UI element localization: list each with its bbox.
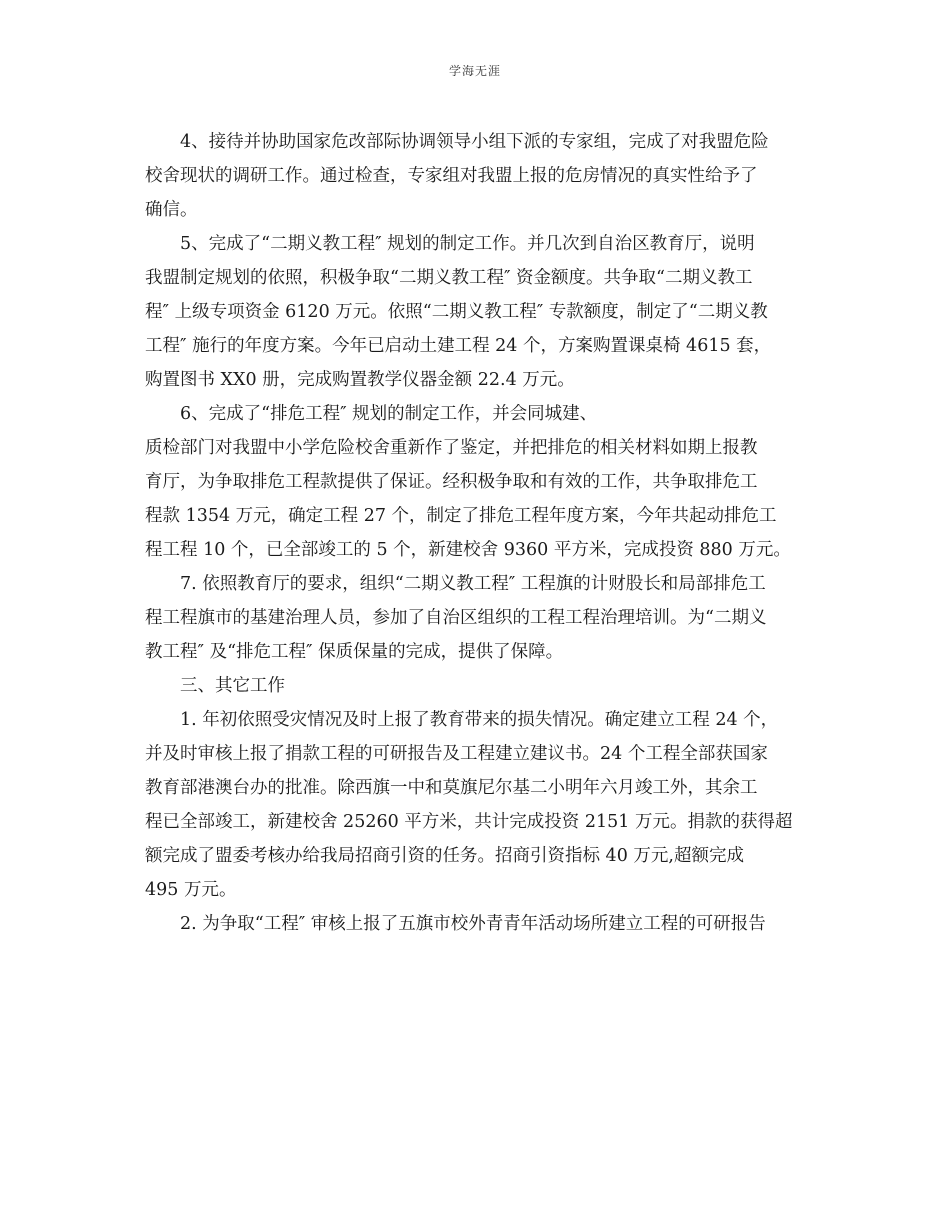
paragraph-first-line: 三、其它工作 <box>180 676 285 696</box>
paragraph-line: 育厅，为争取排危工程款提供了保证。经积极争取和有效的工作，共争取排危工 <box>145 472 758 492</box>
paragraph-line: 程工程旗市的基建治理人员，参加了自治区组织的工程工程治理培训。为“二期义 <box>145 608 767 628</box>
paragraph-first-line: 4、接待并协助国家危改部际协调领导小组下派的专家组，完成了对我盟危险 <box>180 132 769 152</box>
paragraph-first-line: 1. 年初依照受灾情况及时上报了教育带来的损失情况。确定建立工程 24 个， <box>180 710 779 730</box>
document-body <box>145 125 810 941</box>
paragraph-line: 程″ 上级专项资金 6120 万元。依照“二期义教工程″ 专款额度，制定了“二期义教 <box>145 302 768 322</box>
paragraph-line: 教工程″ 及“排危工程″ 保质保量的完成，提供了保障。 <box>145 642 564 662</box>
paragraph-line: 校舍现状的调研工作。通过检查，专家组对我盟上报的危房情况的真实性给予了 <box>145 166 758 186</box>
paragraph-line: 并及时审核上报了捐款工程的可研报告及工程建立建议书。24 个工程全部获国家 <box>145 744 768 764</box>
paragraph-line: 教育部港澳台办的批准。除西旗一中和莫旗尼尔基二小明年六月竣工外，其余工 <box>145 778 758 798</box>
paragraph-line: 工程″ 施行的年度方案。今年已启动土建工程 24 个，方案购置课桌椅 4615 套， <box>145 336 772 356</box>
paragraph-line: 购置图书 XX0 册，完成购置教学仪器金额 22.4 万元。 <box>145 370 575 390</box>
paragraph-line: 程工程 10 个，已全部竣工的 5 个，新建校舍 9360 平方米，完成投资 880 万元。 <box>145 540 791 560</box>
paragraph-line: 程已全部竣工，新建校舍 25260 平方米，共计完成投资 2151 万元。捐款的获得超 <box>145 812 793 832</box>
paragraph-line: 程款 1354 万元，确定工程 27 个，制定了排危工程年度方案，今年共起动排危工 <box>145 506 777 526</box>
paragraph-line: 495 万元。 <box>145 880 237 900</box>
paragraph-line: 质检部门对我盟中小学危险校舍重新作了鉴定，并把排危的相关材料如期上报教 <box>145 438 758 458</box>
page-header: 学海无涯 <box>448 64 501 78</box>
paragraph-first-line: 5、完成了“二期义教工程″ 规划的制定工作。并几次到自治区教育厅，说明 <box>180 234 755 254</box>
paragraph-first-line: 6、完成了“排危工程″ 规划的制定工作，并会同城建、 <box>180 404 598 424</box>
paragraph-first-line: 7. 依照教育厅的要求，组织“二期义教工程″ 工程旗的计财股长和局部排危工 <box>180 574 766 594</box>
paragraph-line: 我盟制定规划的依照，积极争取“二期义教工程″ 资金额度。共争取“二期义教工 <box>145 268 753 288</box>
paragraph-line: 确信。 <box>145 200 198 220</box>
paragraph-first-line: 2. 为争取“工程″ 审核上报了五旗市校外青青年活动场所建立工程的可研报告 <box>180 914 766 934</box>
paragraph-line: 额完成了盟委考核办给我局招商引资的任务。招商引资指标 40 万元,超额完成 <box>145 846 744 866</box>
